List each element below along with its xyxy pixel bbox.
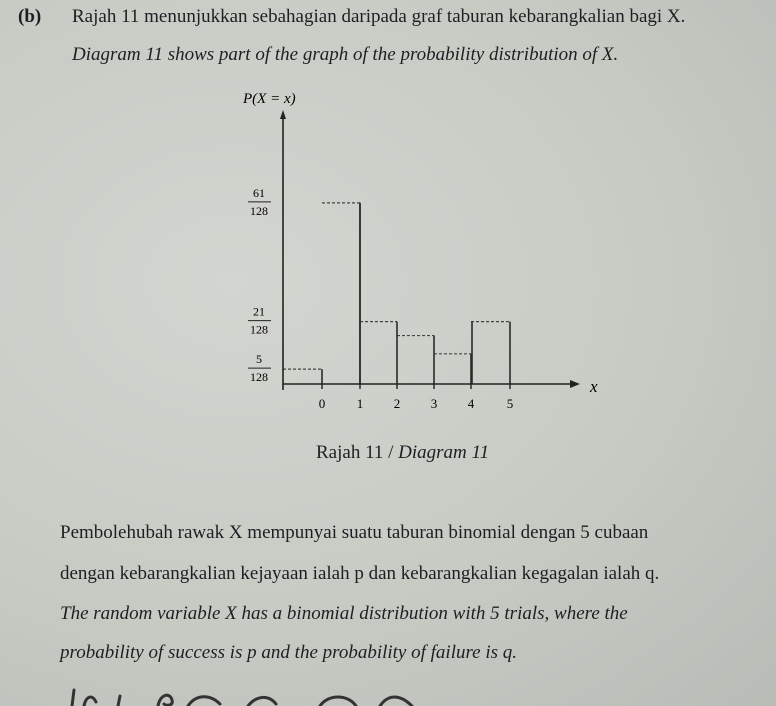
paragraph-line-3: The random variable X has a binomial distribution with 5 trials, where the [60,603,628,624]
y-tick-numerator-1: 21 [253,304,265,319]
question-text-english: Diagram 11 shows part of the graph of the probability distribution of X. [72,44,619,65]
y-axis-label: P(X = x) [243,91,296,107]
x-tick-label-1: 1 [356,396,364,411]
y-tick-numerator-0: 61 [253,185,265,200]
x-tick-label-5: 5 [506,396,514,411]
caption-malay: Rajah 11 / [316,442,399,463]
x-tick-label-2: 2 [393,396,401,411]
question-label: (b) [18,6,42,27]
paragraph-line-1: Pembolehubah rawak X mempunyai suatu taburan binomial dengan 5 cubaan [60,522,649,543]
x-tick-label-3: 3 [430,396,438,411]
y-tick-denominator-0: 128 [250,203,268,218]
y-tick-denominator-1: 128 [250,322,268,337]
x-axis-label: x [590,377,598,396]
y-tick-denominator-2: 128 [250,370,268,385]
caption-english: Diagram 11 [398,442,490,463]
x-tick-label-4: 4 [467,396,475,411]
paragraph-line-2: dengan kebarangkalian kejayaan ialah p dan kebarangkalian kegagalan ialah q. [60,563,660,584]
y-tick-numerator-2: 5 [256,352,262,367]
question-text-malay: Rajah 11 menunjukkan sebahagian daripada graf taburan kebarangkalian bagi X. [72,6,686,27]
x-tick-label-0: 0 [318,396,326,411]
paragraph-line-4: probability of success is p and the probability of failure is q. [60,642,518,663]
